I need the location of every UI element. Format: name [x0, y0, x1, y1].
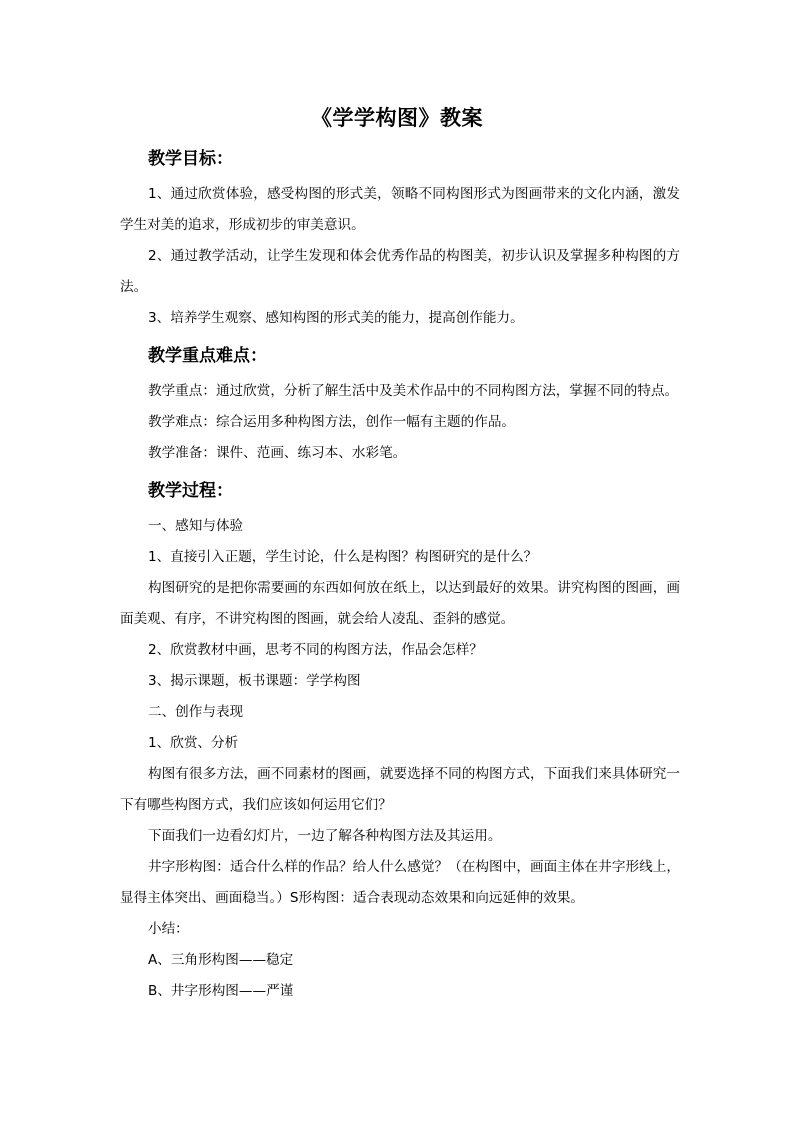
paragraph: B、井字形构图——严谨: [148, 983, 294, 999]
paragraph: 2、通过教学活动，让学生发现和体会优秀作品的构图美，初步认识及掌握多种构图的方法。: [120, 248, 680, 295]
paragraph: 一、感知与体验: [148, 518, 244, 534]
paragraph: 1、欣赏、分析: [148, 735, 239, 751]
paragraph: 二、创作与表现: [148, 704, 244, 720]
paragraph: 1、通过欣赏体验，感受构图的形式美，领略不同构图形式为图画带来的文化内涵，激发学生对美的追求，形成初步的审美意识。: [120, 186, 680, 233]
paragraph: 3、培养学生观察、感知构图的形式美的能力，提高创作能力。: [148, 310, 524, 326]
section-objectives: [120, 143, 680, 334]
paragraph: 2、欣赏教材中画，思考不同的构图方法，作品会怎样？: [148, 642, 483, 658]
section-heading: 教学过程：: [148, 481, 233, 501]
paragraph: 井字形构图：适合什么样的作品？给人什么感觉？（在构图中，画面主体在井字形线上，显得主体突出、画面稳当。）S形构图：适合表现动态效果和向远延伸的效果。: [120, 859, 680, 906]
section-process: [120, 475, 680, 1007]
paragraph: 教学重点：通过欣赏，分析了解生活中及美术作品中的不同构图方法，掌握不同的特点。: [148, 383, 679, 399]
section-key-points: [120, 340, 680, 469]
paragraph: 下面我们一边看幻灯片，一边了解各种构图方法及其运用。: [148, 828, 502, 844]
paragraph: 教学难点：综合运用多种构图方法，创作一幅有主题的作品。: [148, 414, 516, 430]
document-title: 《学学构图》教案: [311, 106, 483, 130]
paragraph: 教学准备：课件、范画、练习本、水彩笔。: [148, 445, 407, 461]
paragraph: 构图有很多方法，画不同素材的图画，就要选择不同的构图方式，下面我们来具体研究一下有哪些构图方式，我们应该如何运用它们？: [120, 766, 680, 813]
paragraph: 3、揭示课题，板书课题：学学构图: [148, 673, 361, 689]
paragraph: 小结：: [148, 921, 189, 937]
section-heading: 教学重点难点：: [148, 346, 267, 366]
paragraph: 1、直接引入正题，学生讨论，什么是构图？构图研究的是什么？: [148, 549, 538, 565]
document-body: [120, 143, 680, 1007]
paragraph: A、三角形构图——稳定: [148, 952, 294, 968]
section-heading: 教学目标：: [148, 149, 233, 169]
paragraph: 构图研究的是把你需要画的东西如何放在纸上，以达到最好的效果。讲究构图的图画，画面美观、有序，不讲究构图的图画，就会给人凌乱、歪斜的感觉。: [120, 580, 680, 627]
